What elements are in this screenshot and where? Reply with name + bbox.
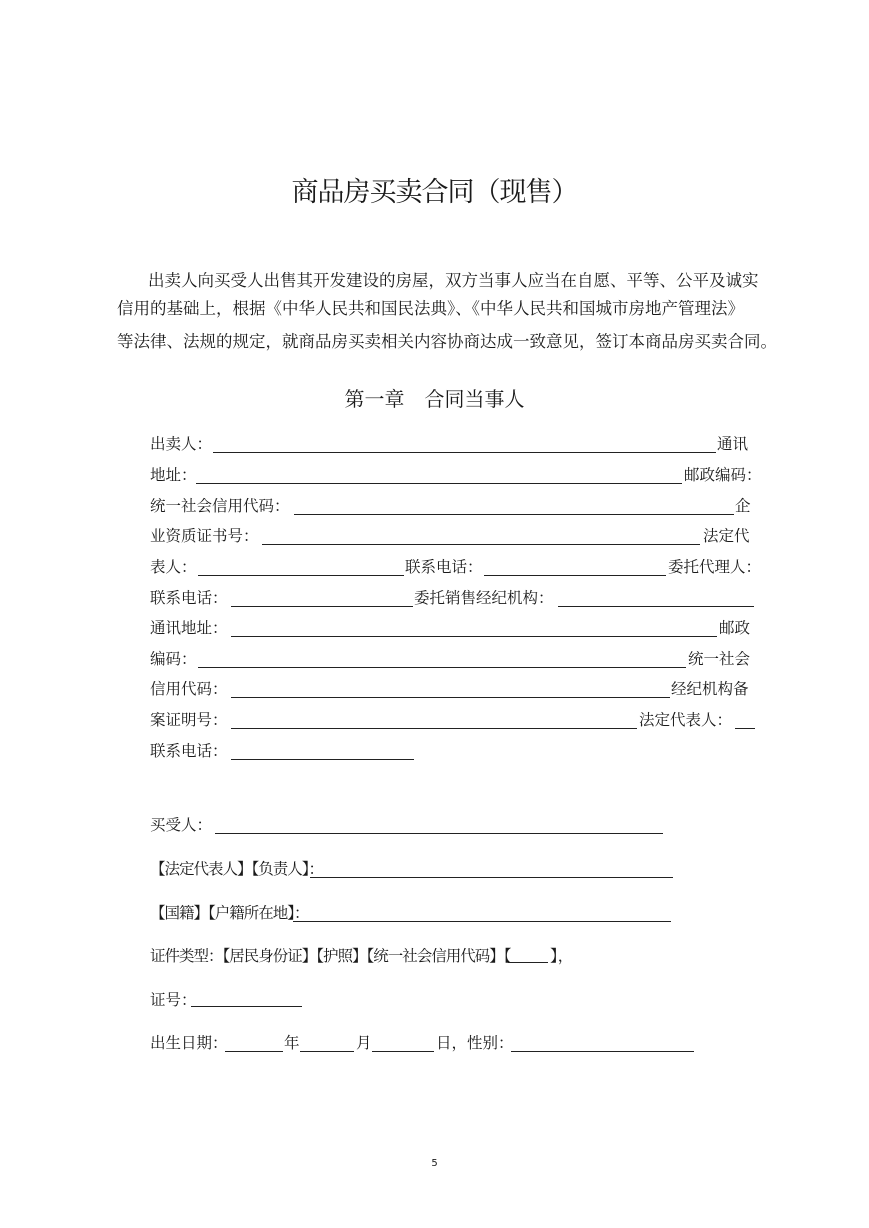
birth-day-field[interactable] (372, 1051, 434, 1052)
credit-code-label: 统一社会信用代码： (150, 497, 290, 515)
qualification-label-part: 企 (735, 497, 751, 515)
address-label-part: 通讯 (717, 435, 749, 453)
id-number-label: 证号： (150, 991, 197, 1009)
year-label: 年 (284, 1034, 300, 1052)
id-type-other-field[interactable] (508, 962, 548, 963)
legal-rep-label-part: 法定代 (703, 527, 750, 545)
agent-phone-field[interactable] (231, 606, 413, 607)
broker-credit-field[interactable] (231, 697, 670, 698)
birth-year-field[interactable] (225, 1051, 283, 1052)
agent-label: 委托代理人： (668, 558, 762, 576)
buyer-nationality-field[interactable] (293, 921, 671, 922)
broker-label: 委托销售经纪机构： (414, 589, 554, 607)
seller-address-field[interactable] (196, 483, 682, 484)
intro-line-1: 出卖人向买受人出售其开发建设的房屋，双方当事人应当在自愿、平等、公平及诚实 (148, 271, 759, 290)
broker-record-label: 案证明号： (150, 711, 228, 729)
gender-field[interactable] (511, 1051, 694, 1052)
broker-postcode-field[interactable] (198, 667, 686, 668)
day-gender-label: 日，性别： (436, 1034, 514, 1052)
id-type-label: 证件类型：【居民身份证】【护照】【统一社会信用代码】【 (150, 947, 511, 965)
buyer-label: 买受人： (150, 816, 213, 834)
month-label: 月 (356, 1034, 372, 1052)
broker-field[interactable] (558, 606, 754, 607)
broker-address-field[interactable] (231, 636, 717, 637)
broker-record-field[interactable] (231, 728, 637, 729)
document-title: 商品房买卖合同（现售） (291, 177, 578, 208)
intro-line-3: 等法律、法规的规定，就商品房买卖相关内容协商达成一致意见，签订本商品房买卖合同。 (117, 332, 777, 351)
page-number: 5 (431, 1158, 438, 1169)
phone-label: 联系电话： (405, 558, 483, 576)
qualification-label: 业资质证书号： (150, 527, 259, 545)
broker-legal-rep-field[interactable] (735, 728, 755, 729)
buyer-name-field[interactable] (215, 833, 663, 834)
seller-credit-code-field[interactable] (294, 514, 734, 515)
birth-date-label: 出生日期： (150, 1034, 228, 1052)
agent-phone-label: 联系电话： (150, 589, 228, 607)
address-label: 地址： (150, 466, 197, 484)
broker-address-label: 通讯地址： (150, 619, 228, 637)
broker-legal-rep-label: 法定代表人： (639, 711, 733, 729)
postcode-label: 邮政编码： (684, 466, 762, 484)
broker-credit-label-part: 统一社会 (688, 650, 751, 668)
intro-line-2: 信用的基础上，根据《中华人民共和国民法典》、《中华人民共和国城市房地产管理法》 (117, 299, 744, 318)
seller-legal-rep-field[interactable] (198, 575, 404, 576)
buyer-nationality-label: 【国籍】【户籍所在地】： (150, 904, 309, 922)
buyer-rep-label: 【法定代表人】【负责人】： (150, 860, 324, 878)
legal-rep-label: 表人： (150, 558, 197, 576)
broker-postcode-label-part: 邮政 (719, 619, 751, 637)
seller-qualification-field[interactable] (262, 544, 700, 545)
broker-phone-label: 联系电话： (150, 742, 228, 760)
broker-postcode-label: 编码： (150, 650, 197, 668)
seller-label: 出卖人： (150, 435, 213, 453)
chapter-title: 第一章 合同当事人 (344, 387, 525, 411)
birth-month-field[interactable] (300, 1051, 354, 1052)
broker-credit-label: 信用代码： (150, 680, 228, 698)
id-type-close: 】， (550, 947, 574, 965)
buyer-rep-field[interactable] (310, 877, 673, 878)
seller-name-field[interactable] (213, 452, 716, 453)
seller-phone-field[interactable] (484, 575, 666, 576)
id-number-field[interactable] (191, 1006, 302, 1007)
broker-phone-field[interactable] (231, 759, 414, 760)
broker-record-label-part: 经纪机构备 (671, 680, 749, 698)
